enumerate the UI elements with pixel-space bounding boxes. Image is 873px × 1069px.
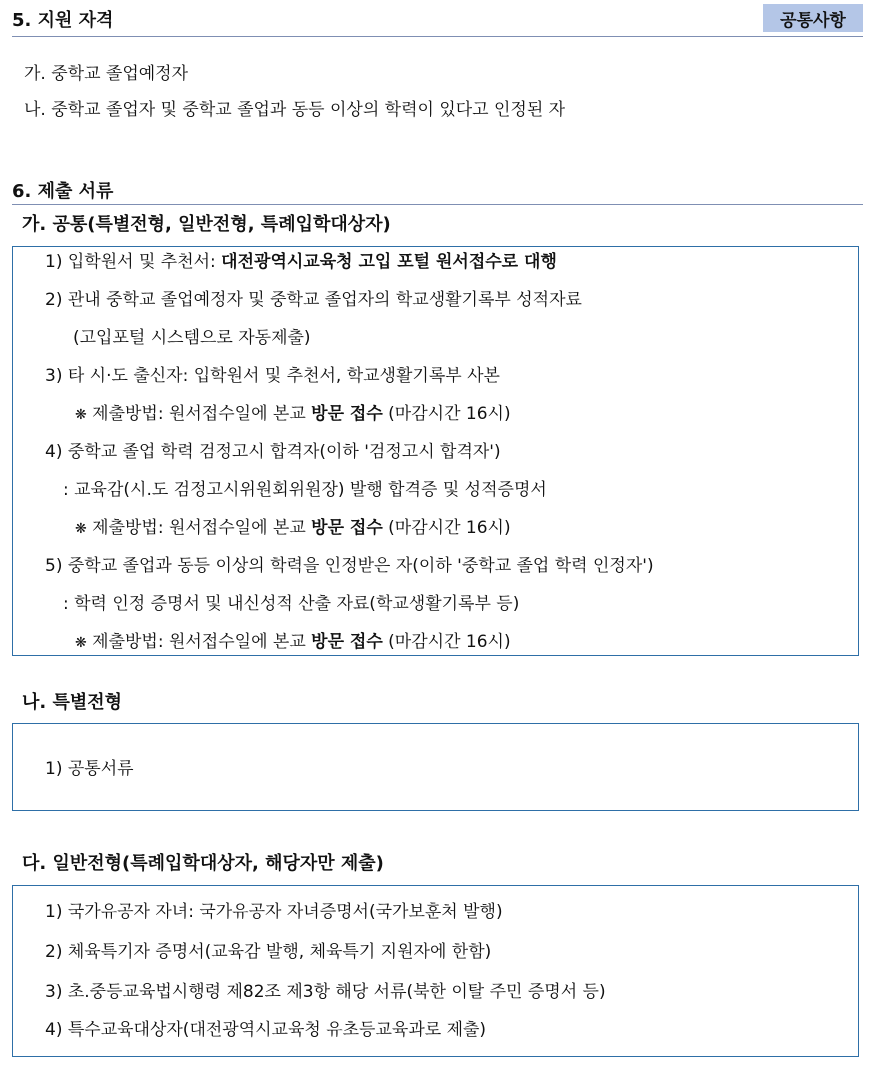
section-6-title: 6. 제출 서류	[12, 181, 114, 202]
general-admission-title: 다. 일반전형(특례입학대상자, 해당자만 제출)	[22, 853, 384, 874]
common-doc-1	[45, 252, 557, 272]
general-doc-3: 3) 초.중등교육법시행령 제82조 제3항 해당 서류(북한 이탈 주민 증명서 등)	[45, 982, 606, 1002]
submission-method-3	[75, 632, 511, 653]
common-doc-2: 2) 관내 중학교 졸업예정자 및 중학교 졸업자의 학교생활기록부 성적자료	[45, 290, 582, 310]
submission-method-1-text: 제출방법: 원서접수일에 본교	[92, 404, 312, 424]
note-mark-icon: ❋	[75, 407, 87, 423]
general-doc-4: 4) 특수교육대상자(대전광역시교육청 유초등교육과로 제출)	[45, 1020, 487, 1040]
section-5-divider	[12, 36, 863, 37]
common-doc-1-text: 1) 입학원서 및 추천서:	[45, 252, 222, 272]
common-docs-title: 가. 공통(특별전형, 일반전형, 특례입학대상자)	[22, 214, 391, 235]
section-5-title: 5. 지원 자격	[12, 10, 114, 31]
eligibility-item-ga: 가. 중학교 졸업예정자	[24, 64, 189, 84]
submission-method-1-emphasis: 방문 접수	[311, 404, 383, 424]
submission-method-2	[75, 518, 511, 539]
submission-method-2-text: 제출방법: 원서접수일에 본교	[92, 518, 312, 538]
common-doc-1-emphasis: 대전광역시교육청 고입 포털 원서접수로 대행	[221, 252, 557, 272]
general-doc-2: 2) 체육특기자 증명서(교육감 발행, 체육특기 지원자에 한함)	[45, 942, 492, 962]
submission-method-2-deadline: (마감시간 16시)	[382, 518, 511, 538]
common-doc-2-note: (고입포털 시스템으로 자동제출)	[73, 328, 311, 348]
note-mark-icon: ❋	[75, 635, 87, 651]
common-badge: 공통사항	[763, 4, 863, 32]
common-doc-5: 5) 중학교 졸업과 동등 이상의 학력을 인정받은 자(이하 '중학교 졸업 학력 인정자')	[45, 556, 654, 576]
eligibility-item-na: 나. 중학교 졸업자 및 중학교 졸업과 동등 이상의 학력이 있다고 인정된 자	[24, 100, 566, 120]
common-doc-4: 4) 중학교 졸업 학력 검정고시 합격자(이하 '검정고시 합격자')	[45, 442, 501, 462]
common-doc-3: 3) 타 시·도 출신자: 입학원서 및 추천서, 학교생활기록부 사본	[45, 366, 500, 386]
note-mark-icon: ❋	[75, 521, 87, 537]
special-admission-title: 나. 특별전형	[22, 692, 123, 713]
submission-method-3-emphasis: 방문 접수	[311, 632, 383, 652]
submission-method-3-text: 제출방법: 원서접수일에 본교	[92, 632, 312, 652]
submission-method-1	[75, 404, 511, 425]
general-doc-1: 1) 국가유공자 자녀: 국가유공자 자녀증명서(국가보훈처 발행)	[45, 902, 503, 922]
common-doc-4-detail: : 교육감(시.도 검정고시위원회위원장) 발행 합격증 및 성적증명서	[63, 480, 547, 500]
submission-method-2-emphasis: 방문 접수	[311, 518, 383, 538]
section-6-divider	[12, 204, 863, 205]
submission-method-1-deadline: (마감시간 16시)	[382, 404, 511, 424]
common-doc-5-detail: : 학력 인정 증명서 및 내신성적 산출 자료(학교생활기록부 등)	[63, 594, 520, 614]
special-admission-box	[12, 723, 859, 811]
special-doc-1: 1) 공통서류	[45, 759, 134, 779]
submission-method-3-deadline: (마감시간 16시)	[382, 632, 511, 652]
